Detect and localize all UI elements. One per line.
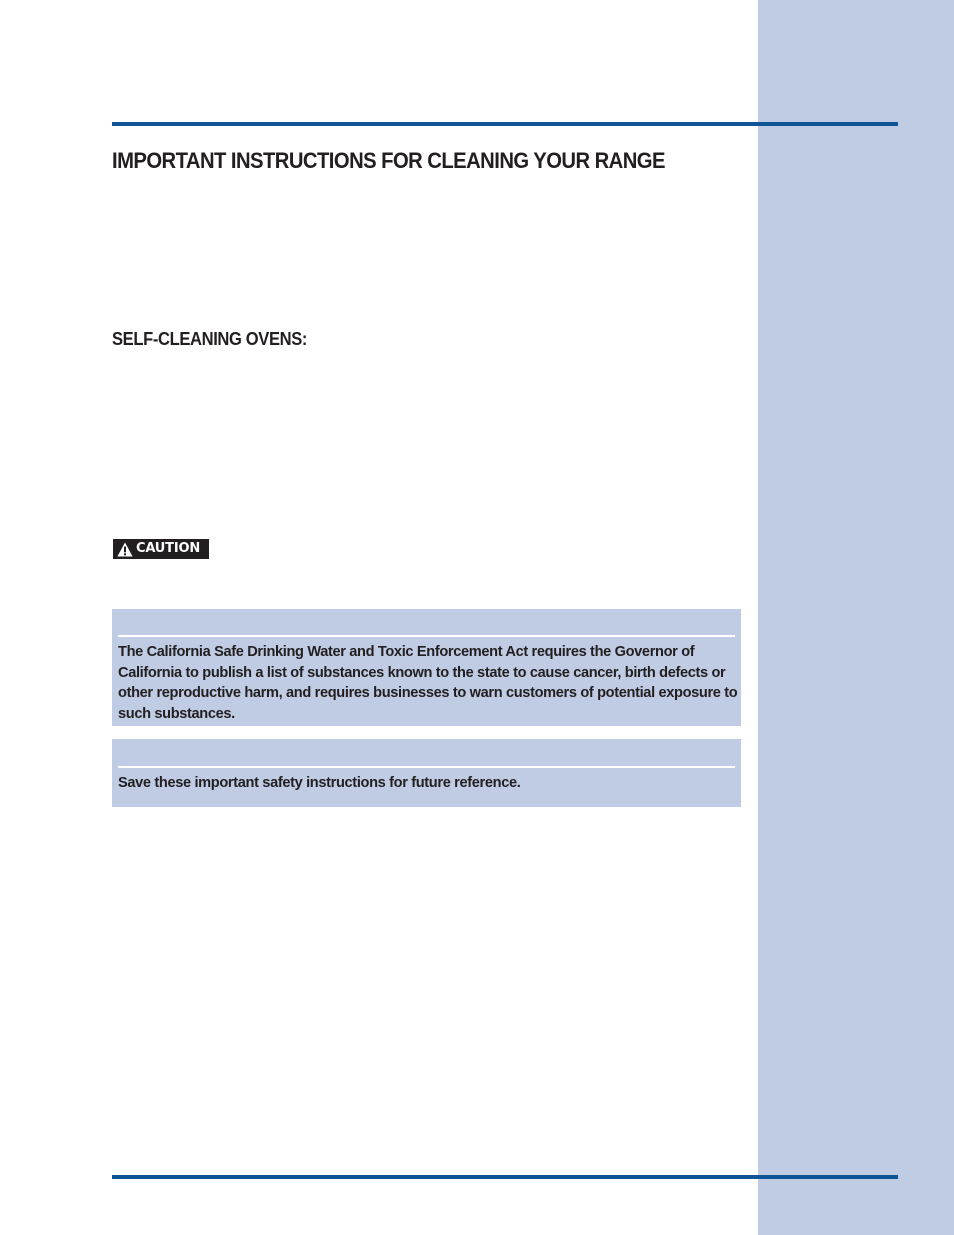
bottom-rule <box>112 1175 898 1179</box>
save-instructions-text: Save these important safety instructions for future reference. <box>118 775 521 791</box>
caution-label <box>113 539 209 559</box>
notice-divider <box>118 635 735 637</box>
caution-text: CAUTION <box>136 541 200 556</box>
notice-divider <box>118 766 735 768</box>
section-heading-self-cleaning: SELF-CLEANING OVENS: <box>112 329 308 349</box>
save-instructions-box <box>112 739 741 807</box>
warning-triangle-icon <box>117 542 136 557</box>
prop65-notice-box <box>112 609 741 726</box>
side-band <box>758 0 954 1235</box>
page-title: IMPORTANT INSTRUCTIONS FOR CLEANING YOUR RANGE <box>112 148 665 173</box>
top-rule <box>112 122 898 126</box>
prop65-notice-text: The California Safe Drinking Water and Toxic Enforcement Act requires the Governor of California to publish a list of substances known to the state to cause cancer, birth defects or other reproductive harm, and requires businesses to warn customers of potential exposure to such substances. <box>118 644 738 722</box>
